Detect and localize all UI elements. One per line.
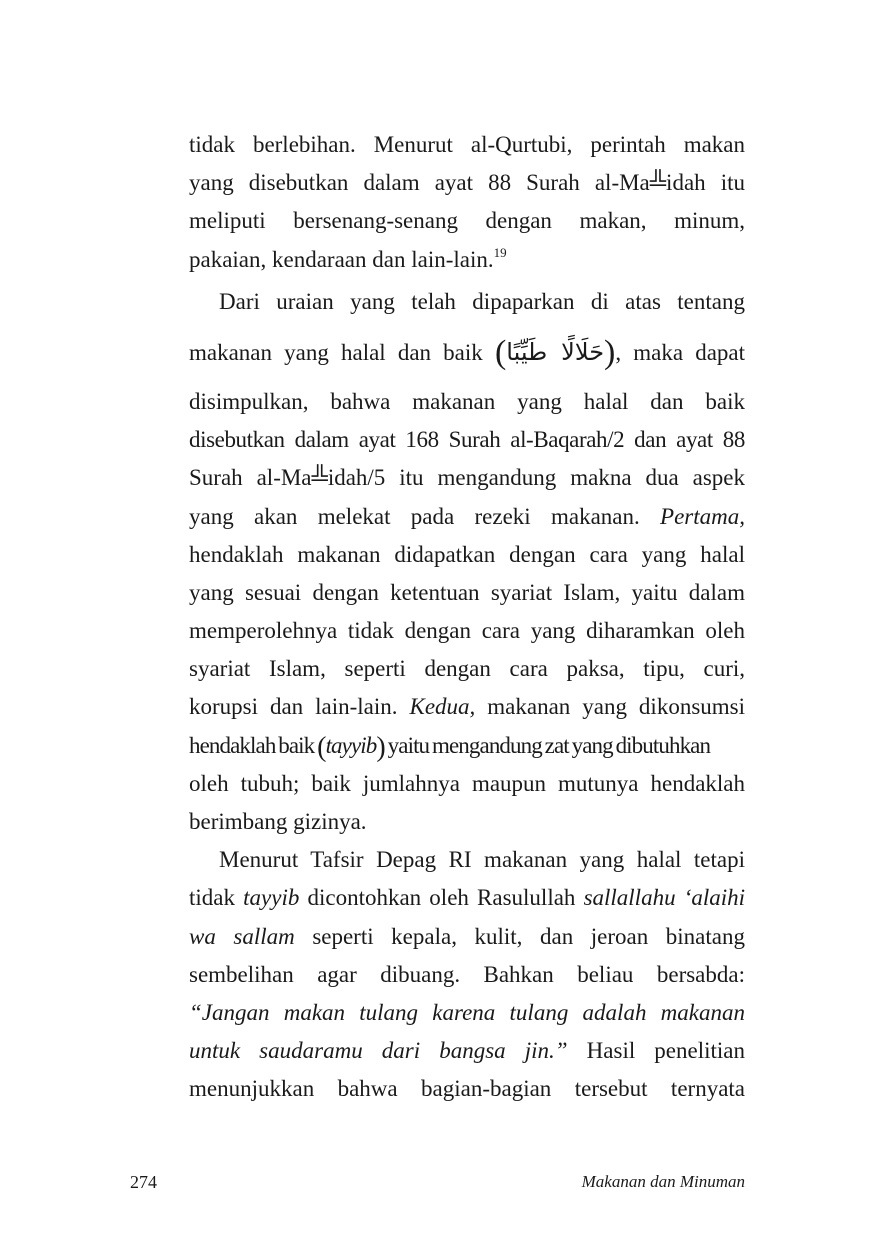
text-line: Surah al-Ma╩idah/5 itu mengandung makna dua aspek [189,465,745,491]
body-text [189,126,745,1109]
text-line [189,727,745,765]
text-segment: yang akan melekat pada rezeki makanan. [189,503,640,529]
text-line: hendaklah makanan didapatkan dengan cara yang halal [189,541,745,567]
text-line: syariat Islam, seperti dengan cara paksa, tipu, curi, [189,656,745,682]
paragraph-3 [189,841,745,1108]
paragraph-2 [189,283,745,841]
text-line-with-arabic [189,321,745,383]
text-line: Dari uraian yang telah dipaparkan di atas tentang [219,288,745,314]
text-line: sembelihan agar dibuang. Bahkan beliau bersabda: [189,961,745,987]
text-line: disebutkan dalam ayat 168 Surah al-Baqarah/2 dan ayat 88 [189,427,745,453]
text-segment: makanan yang dikonsumsi [487,694,746,720]
running-title: Makanan dan Minuman [581,1172,745,1191]
emphasis: Pertama, [660,503,746,529]
text-line: berimbang gizinya. [189,809,367,834]
page-number: 274 [130,1172,157,1192]
emphasis: tayyib [325,732,377,758]
text-line [189,879,745,917]
open-parenthesis: ( [317,731,326,763]
text-segment: seperti kepala, kulit, dan jeroan binatang [312,923,745,949]
text-line [189,918,745,956]
text-line [189,1032,745,1070]
text-line: oleh tubuh; baik jumlahnya maupun mutunya hendaklah [189,770,745,796]
emphasis: sallallahu ‘alaihi [583,885,746,911]
text-segment: korupsi dan lain-lain. [189,694,398,720]
text-line: memperolehnya tidak dengan cara yang diharamkan oleh [189,618,745,644]
quotation: “Jangan makan tulang karena tulang adalah makanan [189,999,745,1025]
text-line: menunjukkan bahwa bagian-bagian tersebut ternyata [189,1076,745,1102]
footnote-reference[interactable]: 19 [493,244,507,260]
text-line: Menurut Tafsir Depag RI makanan yang halal tetapi [219,847,745,873]
text-segment: hendaklah baik [189,732,315,758]
arabic-phrase: حَلَالًا طَيِّبًا [506,337,605,366]
close-parenthesis: ) [604,333,616,371]
text-segment: makanan yang halal dan baik [189,339,483,365]
paragraph-1 [189,126,745,279]
emphasis: tayyib [243,885,300,911]
emphasis: Kedua, [409,694,476,720]
text-segment: pakaian, kendaraan dan lain-lain. [189,246,494,272]
emphasis: wa sallam [189,923,295,949]
text-segment: yaitu mengandung zat yang dibutuhkan [387,732,711,758]
close-parenthesis: ) [376,731,385,763]
page-footer [130,1172,745,1196]
text-segment: , maka dapat [615,339,746,365]
text-segment: dicontohkan oleh Rasulullah [307,885,576,911]
text-line [189,241,745,279]
text-line [189,498,745,536]
text-line: yang disebutkan dalam ayat 88 Surah al-Ma╩idah itu [189,170,745,196]
text-line: tidak berlebihan. Menurut al-Qurtubi, perintah makan [189,132,745,157]
text-line: meliputi bersenang-senang dengan makan, minum, [189,208,745,234]
text-segment: tidak [189,885,235,911]
text-line: yang sesuai dengan ketentuan syariat Islam, yaitu dalam [189,579,745,605]
text-line: disimpulkan, bahwa makanan yang halal dan baik [189,388,745,414]
text-line [189,688,745,726]
text-segment: Hasil penelitian [586,1038,745,1064]
open-parenthesis: ( [494,333,507,371]
text-line [189,994,745,1032]
quotation: untuk saudaramu dari bangsa jin.” [189,1038,568,1064]
